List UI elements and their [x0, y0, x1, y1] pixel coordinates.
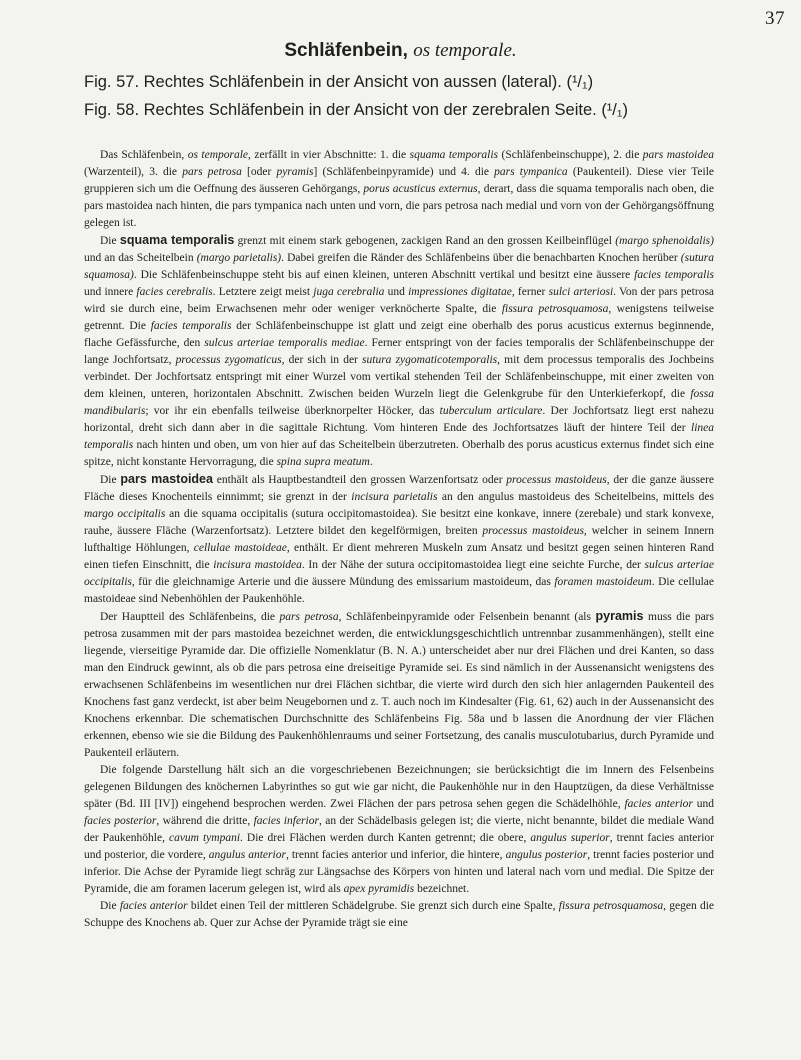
page-title: [0, 40, 801, 62]
title-main: Schläfenbein,: [284, 40, 408, 61]
paragraph: Die squama temporalis grenzt mit einem stark gebogenen, zackigen Rand an den grossen Keilbeinflügel (margo sphenoidalis) und an das Scheitelbein (margo parietalis). Dabei greifen die Ränder des Schläfenbeins über die benachbarten Knochen herüber (sutura squamosa). Die Schläfenbeinschuppe steht bis auf einen kleinen, unteren Abschnitt vertikal und besitzt eine äussere facies temporalis und innere facies cerebralis. Letztere zeigt meist juga cerebralia und impressiones digitatae, ferner sulci arteriosi. Von der pars petrosa wird sie durch eine, beim Erwachsenen mehr oder weniger verknöcherte Spalte, die fissura petrosquamosa, wenigstens teilweise getrennt. Die facies temporalis der Schläfenbeinschuppe ist glatt und zeigt eine oberhalb des porus acusticus externus beginnende, flache Gefässfurche, den sulcus arteriae temporalis mediae. Ferner entspringt von der facies temporalis der Schläfenbeinschuppe der lange Jochfortsatz, processus zygomaticus, der sich in der sutura zygomaticotemporalis, mit dem processus temporalis des Jochbeins verbindet. Der Jochfortsatz entspringt mit einer Wurzel vom vertikal stehenden Teil der Schläfenbeinschuppe, mit einer zweiten von dem kleinen, unteren, horizontalen Abschnitt. Zwischen beiden Wurzeln liegt die Gelenkgrube für den Unterkieferkopf, die fossa mandibularis; vor ihr ein ebenfalls teilweise überknorpelter Höcker, das tuberculum articulare. Der Jochfortsatz liegt erst nahezu horizontal, dreht sich dann aber in die sagittale Richtung. Vom hinteren Ende des Jochfortsatzes läuft der hintere Teil der linea temporalis nach hinten und oben, um von hier auf das Scheitelbein überzutreten. Oberhalb des porus acusticus externus findet sich eine spitze, nicht konstante Hervorragung, die spina supra meatum.: [84, 233, 715, 468]
paragraph: Das Schläfenbein, os temporale, zerfällt in vier Abschnitte: 1. die squama temporalis (Schläfenbeinschuppe), 2. die pars mastoidea (Warzenteil), 3. die pars petrosa [oder pyramis] (Schläfenbeinpyramide) und 4. die pars tympanica (Paukenteil). Diese vier Teile gruppieren sich um die Oeffnung des äusseren Gehörgangs, porus acusticus externus, derart, dass die squama temporalis nach oben, die pars mastoidea nach hinten, die pars tympanica nach unten und vorn, die pars petrosa nach medial und vorn von der Gehörgangsöffnung gelegen ist.: [84, 149, 715, 229]
figure-caption-58: [84, 101, 628, 120]
title-latin: os temporale.: [413, 40, 517, 61]
figure-caption-57: [84, 73, 593, 92]
page-number: 37: [765, 8, 785, 29]
paragraph: Die facies anterior bildet einen Teil der mittleren Schädelgrube. Sie grenzt sich durch eine Spalte, fissura petrosquamosa, gegen die Schuppe des Knochens ab. Quer zur Achse der Pyramide trägt sie eine: [84, 900, 714, 929]
body-text: [84, 147, 714, 932]
figure-caption-text: Rechtes Schläfenbein in der Ansicht von der zerebralen Seite. (¹/₁): [143, 101, 628, 119]
paragraph: Die folgende Darstellung hält sich an die vorgeschriebenen Bezeichnungen; sie berücksichtigt die im Innern des Felsenbeins gelegenen Bildungen des knöchernen Labyrinthes so gut wie gar nicht, die Paukenhöhle nur in den Hauptzügen, da diese Verhältnisse später (Bd. III [IV]) eingehend besprochen werden. Zwei Flächen der pars petrosa sehen gegen die Schädelhöhle, facies anterior und facies posterior, während die dritte, facies inferior, an der Schädelbasis gelegen ist; die vierte, nicht benannte, bildet die mediale Wand der Paukenhöhle, cavum tympani. Die drei Flächen werden durch Kanten getrennt; die obere, angulus superior, trennt facies anterior und posterior, die vordere, angulus anterior, trennt facies anterior und inferior, die hintere, angulus posterior, trennt facies posterior und inferior. Die Achse der Pyramide liegt schräg zur Längsachse des Körpers von hinten und lateral nach vorn und medial. Die Spitze der Pyramide, die am foramen lacerum gelegen ist, wird als apex pyramidis bezeichnet.: [84, 764, 715, 895]
paragraph: Der Hauptteil des Schläfenbeins, die pars petrosa, Schläfenbeinpyramide oder Felsenbein benannt (als pyramis muss die pars petrosa zusammen mit der pars mastoidea bezeichnet werden, die entwicklungsgeschichtlich untrennbar zusammenhängen), stellt eine liegende, vierseitige Pyramide dar. Die offizielle Nomenklatur (B. N. A.) unterscheidet aber nur drei Flächen und drei Kanten, so dass man den Eindruck gewinnt, als ob die pars petrosa eine dreiseitige Pyramide sei. Es sind nämlich in der Aussenansicht wenigstens des erwachsenen Schläfenbeins im wesentlichen nur drei Flächen sichtbar, die vierte wird durch den sich hier anlagernden Paukenteil des Knochens fast ganz verdeckt, ist aber beim Neugebornen und z. T. auch noch im Kindesalter (Fig. 61, 62) auch in der Aussenansicht des Knochens erkennbar. Die schematischen Durchschnitte des Schläfenbeins Fig. 58a und b lassen die Anordnung der vier Flächen erkennen, ebenso wie sie die Bildung des Paukenhöhlenraums und seiner Fortsetzung, des canalis musculotubarius, durch Pyramide und Paukenteil erläutern.: [84, 609, 714, 759]
figure-label: Fig. 58.: [84, 101, 140, 119]
figure-label: Fig. 57.: [84, 73, 140, 91]
figure-caption-text: Rechtes Schläfenbein in der Ansicht von aussen (lateral). (¹/₁): [143, 73, 594, 91]
paragraph: Die pars mastoidea enthält als Hauptbestandteil den grossen Warzenfortsatz oder processus mastoideus, der die ganze äussere Fläche dieses Knochenteils einnimmt; sie grenzt in der incisura parietalis an den angulus mastoideus des Scheitelbeins, mittels des margo occipitalis an die squama occipitalis (sutura occipitomastoidea). Sie besitzt eine konkave, innere (zerebale) und stark konvexe, rauhe, äussere Fläche (Warzenfortsatz). Letztere bildet den kegelförmigen, breiten processus mastoideus, welcher in seinem Innern lufthaltige Höhlungen, cellulae mastoideae, enthält. Er dient mehreren Muskeln zum Ansatz und besitzt gegen seinen hinteren Rand einen tiefen Einschnitt, die incisura mastoidea. In der Nähe der sutura occipitomastoidea liegt eine seichte Furche, der sulcus arteriae occipitalis, für die gleichnamige Arterie und die äussere Mündung des emissarium mastoideum, das foramen mastoideum. Die cellulae mastoideae sind Nebenhöhlen der Paukenhöhle.: [84, 472, 715, 605]
